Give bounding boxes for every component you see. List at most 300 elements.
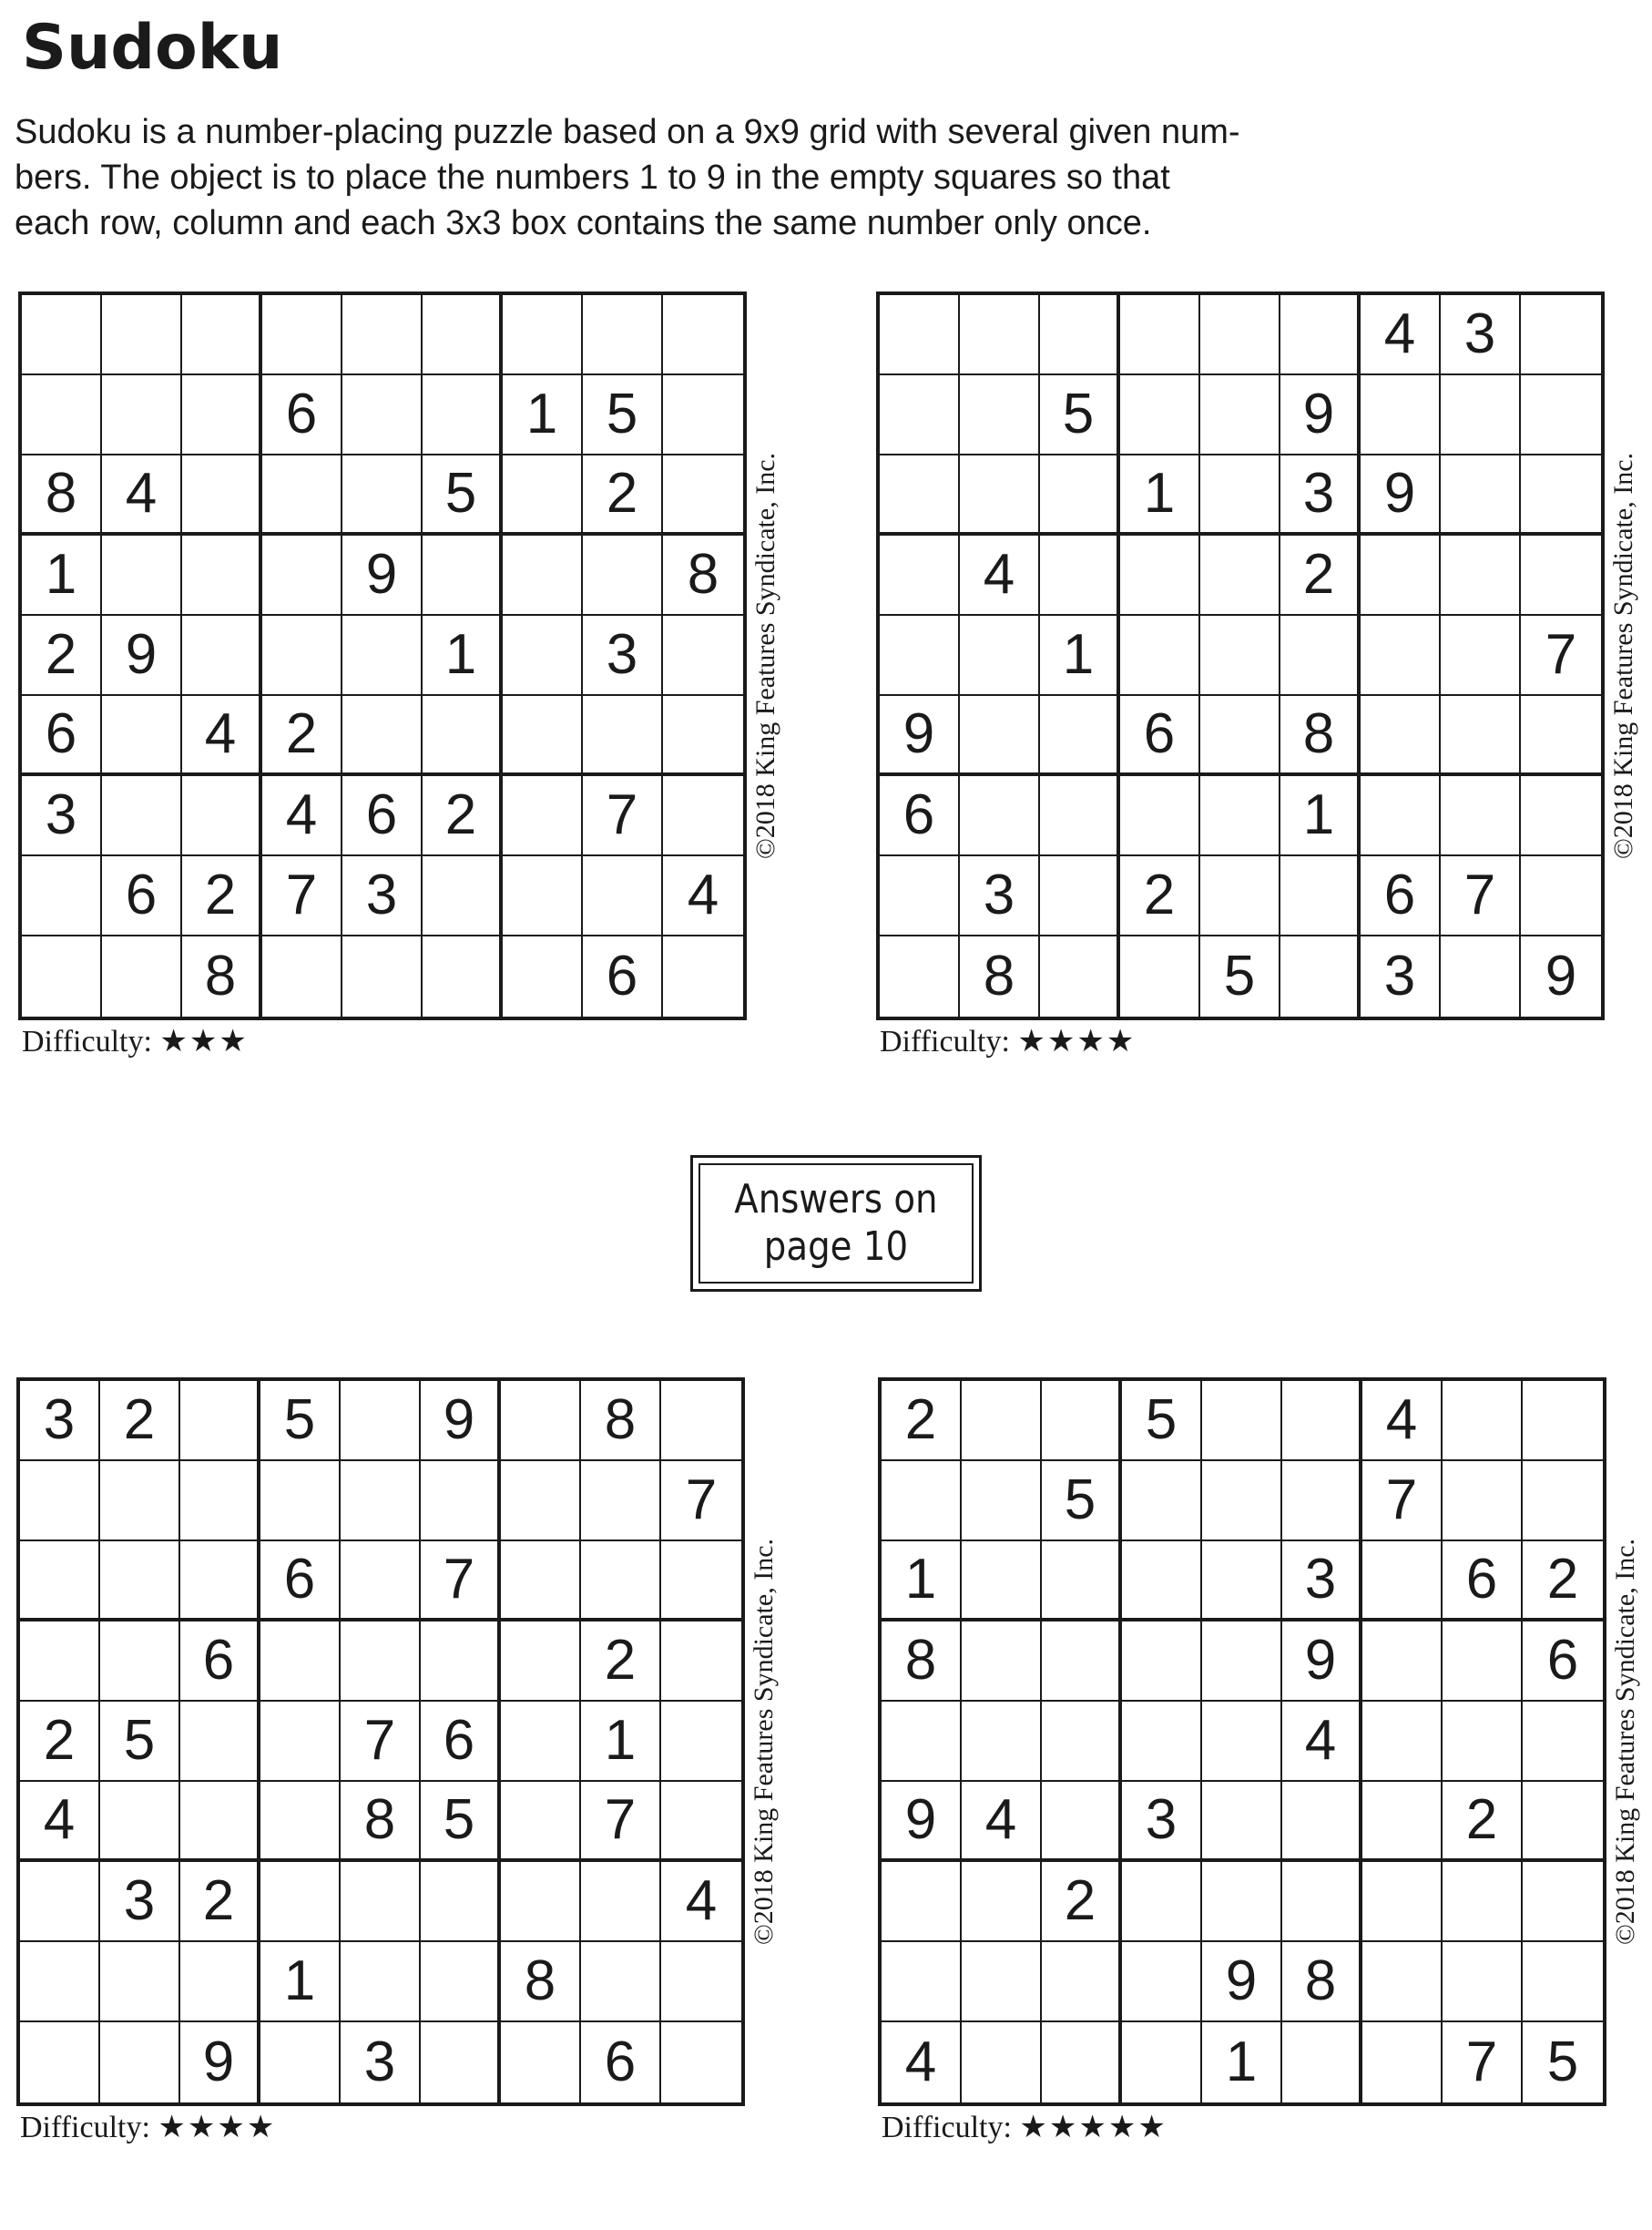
empty-cell[interactable] <box>581 1461 661 1541</box>
empty-cell[interactable] <box>20 1862 100 1942</box>
empty-cell[interactable] <box>1441 936 1521 1017</box>
empty-cell[interactable] <box>1523 1862 1603 1942</box>
given-number-cell[interactable]: 4 <box>661 1862 741 1942</box>
empty-cell[interactable] <box>1120 936 1200 1017</box>
empty-cell[interactable] <box>1361 776 1441 856</box>
empty-cell[interactable] <box>581 1862 661 1942</box>
empty-cell[interactable] <box>1362 2022 1443 2102</box>
empty-cell[interactable] <box>501 1862 581 1942</box>
empty-cell[interactable] <box>100 1541 180 1621</box>
empty-cell[interactable] <box>1040 776 1120 856</box>
empty-cell[interactable] <box>1040 295 1120 375</box>
empty-cell[interactable] <box>1122 1461 1202 1541</box>
empty-cell[interactable] <box>1280 295 1361 375</box>
empty-cell[interactable] <box>503 856 583 936</box>
empty-cell[interactable] <box>503 776 583 856</box>
empty-cell[interactable] <box>663 455 743 536</box>
given-number-cell[interactable]: 6 <box>22 696 102 776</box>
empty-cell[interactable] <box>661 1942 741 2022</box>
empty-cell[interactable] <box>1200 696 1280 776</box>
empty-cell[interactable] <box>1042 1782 1122 1862</box>
empty-cell[interactable] <box>262 536 342 616</box>
empty-cell[interactable] <box>1042 1381 1122 1461</box>
empty-cell[interactable] <box>102 295 182 375</box>
empty-cell[interactable] <box>342 295 423 375</box>
empty-cell[interactable] <box>1122 1541 1202 1621</box>
empty-cell[interactable] <box>581 1942 661 2022</box>
empty-cell[interactable] <box>1362 1942 1443 2022</box>
empty-cell[interactable] <box>100 2022 180 2102</box>
given-number-cell[interactable]: 2 <box>20 1702 100 1782</box>
empty-cell[interactable] <box>1282 2022 1362 2102</box>
empty-cell[interactable] <box>341 1621 421 1702</box>
empty-cell[interactable] <box>1202 1461 1282 1541</box>
empty-cell[interactable] <box>421 1942 501 2022</box>
given-number-cell[interactable]: 3 <box>1441 295 1521 375</box>
empty-cell[interactable] <box>583 536 663 616</box>
given-number-cell[interactable]: 7 <box>1441 856 1521 936</box>
given-number-cell[interactable]: 4 <box>1361 295 1441 375</box>
empty-cell[interactable] <box>262 616 342 696</box>
given-number-cell[interactable]: 5 <box>100 1702 180 1782</box>
given-number-cell[interactable]: 6 <box>1361 856 1441 936</box>
empty-cell[interactable] <box>100 1461 180 1541</box>
empty-cell[interactable] <box>663 936 743 1017</box>
empty-cell[interactable] <box>342 696 423 776</box>
empty-cell[interactable] <box>262 295 342 375</box>
empty-cell[interactable] <box>341 1862 421 1942</box>
empty-cell[interactable] <box>880 295 960 375</box>
empty-cell[interactable] <box>180 1782 260 1862</box>
empty-cell[interactable] <box>260 1862 341 1942</box>
empty-cell[interactable] <box>880 616 960 696</box>
empty-cell[interactable] <box>100 1621 180 1702</box>
empty-cell[interactable] <box>102 536 182 616</box>
given-number-cell[interactable]: 9 <box>1545 945 1577 1008</box>
empty-cell[interactable] <box>342 936 423 1017</box>
empty-cell[interactable] <box>421 1461 501 1541</box>
empty-cell[interactable] <box>503 696 583 776</box>
empty-cell[interactable] <box>1523 1461 1603 1541</box>
empty-cell[interactable] <box>960 375 1040 455</box>
given-number-cell[interactable]: 4 <box>102 455 182 536</box>
given-number-cell[interactable]: 4 <box>262 776 342 856</box>
given-number-cell[interactable]: 8 <box>960 936 1040 1017</box>
empty-cell[interactable] <box>1362 1541 1443 1621</box>
given-number-cell[interactable]: 6 <box>421 1702 501 1782</box>
empty-cell[interactable] <box>102 696 182 776</box>
given-number-cell[interactable]: 9 <box>102 616 182 696</box>
empty-cell[interactable] <box>962 1862 1042 1942</box>
empty-cell[interactable] <box>342 375 423 455</box>
empty-cell[interactable] <box>1040 936 1120 1017</box>
empty-cell[interactable] <box>1120 375 1200 455</box>
given-number-cell[interactable]: 8 <box>501 1942 581 2022</box>
empty-cell[interactable] <box>1521 776 1601 856</box>
given-number-cell[interactable]: 3 <box>1280 455 1361 536</box>
empty-cell[interactable] <box>1122 2022 1202 2102</box>
given-number-cell[interactable]: 7 <box>262 856 342 936</box>
given-number-cell[interactable]: 4 <box>882 2022 962 2102</box>
empty-cell[interactable] <box>1443 1702 1523 1782</box>
empty-cell[interactable] <box>1200 616 1280 696</box>
given-number-cell[interactable]: 8 <box>22 455 102 536</box>
empty-cell[interactable] <box>501 1621 581 1702</box>
empty-cell[interactable] <box>1200 536 1280 616</box>
given-number-cell[interactable]: 8 <box>882 1621 962 1702</box>
empty-cell[interactable] <box>180 1381 260 1461</box>
empty-cell[interactable] <box>1443 1381 1523 1461</box>
empty-cell[interactable] <box>962 1461 1042 1541</box>
empty-cell[interactable] <box>260 1782 341 1862</box>
empty-cell[interactable] <box>1362 1702 1443 1782</box>
given-number-cell[interactable]: 9 <box>1282 1621 1362 1702</box>
empty-cell[interactable] <box>880 536 960 616</box>
given-number-cell[interactable]: 9 <box>1280 375 1361 455</box>
empty-cell[interactable] <box>1521 295 1601 375</box>
given-number-cell[interactable]: 6 <box>581 2022 661 2102</box>
empty-cell[interactable] <box>880 455 960 536</box>
empty-cell[interactable] <box>20 1942 100 2022</box>
empty-cell[interactable] <box>341 1461 421 1541</box>
given-number-cell[interactable]: 4 <box>182 696 262 776</box>
empty-cell[interactable] <box>1122 1942 1202 2022</box>
empty-cell[interactable] <box>960 696 1040 776</box>
empty-cell[interactable] <box>501 1381 581 1461</box>
given-number-cell[interactable]: 9 <box>880 696 960 776</box>
empty-cell[interactable] <box>583 856 663 936</box>
given-number-cell[interactable]: 2 <box>1280 536 1361 616</box>
empty-cell[interactable] <box>1521 375 1601 455</box>
empty-cell[interactable] <box>20 1621 100 1702</box>
empty-cell[interactable] <box>1040 536 1120 616</box>
empty-cell[interactable] <box>661 2022 741 2102</box>
empty-cell[interactable] <box>663 776 743 856</box>
empty-cell[interactable] <box>100 1782 180 1862</box>
given-number-cell[interactable]: 8 <box>1282 1942 1362 2022</box>
empty-cell[interactable] <box>20 2022 100 2102</box>
given-number-cell[interactable]: 4 <box>1282 1702 1362 1782</box>
given-number-cell[interactable]: 4 <box>960 536 1040 616</box>
given-number-cell[interactable]: 2 <box>1042 1862 1122 1942</box>
empty-cell[interactable] <box>1443 1942 1523 2022</box>
empty-cell[interactable] <box>663 295 743 375</box>
given-number-cell[interactable]: 5 <box>1122 1381 1202 1461</box>
empty-cell[interactable] <box>663 375 743 455</box>
given-number-cell[interactable]: 1 <box>581 1702 661 1782</box>
empty-cell[interactable] <box>960 616 1040 696</box>
empty-cell[interactable] <box>182 295 262 375</box>
empty-cell[interactable] <box>661 1381 741 1461</box>
given-number-cell[interactable]: 7 <box>1521 616 1601 696</box>
given-number-cell[interactable]: 6 <box>102 856 182 936</box>
empty-cell[interactable] <box>180 1942 260 2022</box>
given-number-cell[interactable]: 1 <box>882 1541 962 1621</box>
empty-cell[interactable] <box>663 616 743 696</box>
empty-cell[interactable] <box>1523 1782 1603 1862</box>
given-number-cell[interactable]: 8 <box>1280 696 1361 776</box>
given-number-cell[interactable]: 1 <box>503 375 583 455</box>
given-number-cell[interactable]: 9 <box>342 536 423 616</box>
empty-cell[interactable] <box>1361 616 1441 696</box>
empty-cell[interactable] <box>22 375 102 455</box>
given-number-cell[interactable]: 4 <box>20 1782 100 1862</box>
empty-cell[interactable] <box>1443 1621 1523 1702</box>
given-number-cell[interactable]: 2 <box>262 696 342 776</box>
given-number-cell[interactable]: 6 <box>260 1541 341 1621</box>
empty-cell[interactable] <box>501 1461 581 1541</box>
empty-cell[interactable] <box>421 1862 501 1942</box>
empty-cell[interactable] <box>1441 536 1521 616</box>
empty-cell[interactable] <box>1361 536 1441 616</box>
empty-cell[interactable] <box>1120 536 1200 616</box>
empty-cell[interactable] <box>1122 1702 1202 1782</box>
given-number-cell[interactable]: 6 <box>583 936 663 1017</box>
given-number-cell[interactable]: 2 <box>423 776 503 856</box>
empty-cell[interactable] <box>1042 1541 1122 1621</box>
empty-cell[interactable] <box>423 856 503 936</box>
empty-cell[interactable] <box>423 696 503 776</box>
given-number-cell[interactable]: 8 <box>341 1782 421 1862</box>
given-number-cell[interactable]: 5 <box>1546 2031 1579 2093</box>
empty-cell[interactable] <box>501 1782 581 1862</box>
given-number-cell[interactable]: 3 <box>960 856 1040 936</box>
given-number-cell[interactable]: 6 <box>1523 1621 1603 1702</box>
empty-cell[interactable] <box>421 1621 501 1702</box>
empty-cell[interactable] <box>882 1862 962 1942</box>
empty-cell[interactable] <box>1443 1461 1523 1541</box>
empty-cell[interactable] <box>1361 375 1441 455</box>
empty-cell[interactable] <box>1362 1862 1443 1942</box>
empty-cell[interactable] <box>503 295 583 375</box>
given-number-cell[interactable]: 6 <box>1443 1541 1523 1621</box>
empty-cell[interactable] <box>182 776 262 856</box>
given-number-cell[interactable]: 2 <box>100 1381 180 1461</box>
given-number-cell[interactable]: 3 <box>1122 1782 1202 1862</box>
empty-cell[interactable] <box>503 455 583 536</box>
given-number-cell[interactable]: 5 <box>260 1381 341 1461</box>
given-number-cell[interactable]: 2 <box>182 856 262 936</box>
empty-cell[interactable] <box>882 1702 962 1782</box>
empty-cell[interactable] <box>1202 1862 1282 1942</box>
empty-cell[interactable] <box>1441 455 1521 536</box>
empty-cell[interactable] <box>882 1942 962 2022</box>
given-number-cell[interactable]: 2 <box>581 1621 661 1702</box>
empty-cell[interactable] <box>341 1942 421 2022</box>
empty-cell[interactable] <box>661 1782 741 1862</box>
empty-cell[interactable] <box>1441 776 1521 856</box>
given-number-cell[interactable]: 7 <box>421 1541 501 1621</box>
given-number-cell[interactable]: 1 <box>1280 776 1361 856</box>
given-number-cell[interactable]: 5 <box>583 375 663 455</box>
given-number-cell[interactable]: 9 <box>421 1381 501 1461</box>
empty-cell[interactable] <box>423 375 503 455</box>
empty-cell[interactable] <box>1200 375 1280 455</box>
given-number-cell[interactable]: 1 <box>423 616 503 696</box>
given-number-cell[interactable]: 2 <box>1443 1782 1523 1862</box>
empty-cell[interactable] <box>1521 536 1601 616</box>
given-number-cell[interactable]: 2 <box>180 1862 260 1942</box>
empty-cell[interactable] <box>262 936 342 1017</box>
given-number-cell[interactable]: 9 <box>1202 1942 1282 2022</box>
given-number-cell[interactable]: 1 <box>1040 616 1120 696</box>
empty-cell[interactable] <box>1282 1862 1362 1942</box>
empty-cell[interactable] <box>581 1541 661 1621</box>
empty-cell[interactable] <box>962 1381 1042 1461</box>
given-number-cell[interactable]: 1 <box>1120 455 1200 536</box>
empty-cell[interactable] <box>663 696 743 776</box>
given-number-cell[interactable]: 4 <box>663 856 743 936</box>
given-number-cell[interactable]: 7 <box>583 776 663 856</box>
empty-cell[interactable] <box>501 1702 581 1782</box>
empty-cell[interactable] <box>882 1461 962 1541</box>
empty-cell[interactable] <box>1521 455 1601 536</box>
given-number-cell[interactable]: 7 <box>661 1461 741 1541</box>
empty-cell[interactable] <box>1362 1621 1443 1702</box>
empty-cell[interactable] <box>180 1541 260 1621</box>
empty-cell[interactable] <box>962 1621 1042 1702</box>
empty-cell[interactable] <box>1200 776 1280 856</box>
given-number-cell[interactable]: 6 <box>180 1621 260 1702</box>
empty-cell[interactable] <box>1122 1621 1202 1702</box>
given-number-cell[interactable]: 3 <box>22 776 102 856</box>
empty-cell[interactable] <box>1441 616 1521 696</box>
given-number-cell[interactable]: 8 <box>663 536 743 616</box>
empty-cell[interactable] <box>260 1702 341 1782</box>
empty-cell[interactable] <box>661 1702 741 1782</box>
empty-cell[interactable] <box>501 2022 581 2102</box>
given-number-cell[interactable]: 8 <box>581 1381 661 1461</box>
given-number-cell[interactable]: 4 <box>962 1782 1042 1862</box>
empty-cell[interactable] <box>501 1541 581 1621</box>
empty-cell[interactable] <box>1040 696 1120 776</box>
empty-cell[interactable] <box>22 856 102 936</box>
given-number-cell[interactable]: 3 <box>583 616 663 696</box>
empty-cell[interactable] <box>503 936 583 1017</box>
given-number-cell[interactable]: 6 <box>262 375 342 455</box>
empty-cell[interactable] <box>1200 295 1280 375</box>
empty-cell[interactable] <box>1282 1461 1362 1541</box>
empty-cell[interactable] <box>583 295 663 375</box>
empty-cell[interactable] <box>1523 1702 1603 1782</box>
empty-cell[interactable] <box>962 2022 1042 2102</box>
empty-cell[interactable] <box>1521 696 1601 776</box>
given-number-cell[interactable]: 2 <box>583 455 663 536</box>
given-number-cell[interactable]: 3 <box>342 856 423 936</box>
empty-cell[interactable] <box>1042 1621 1122 1702</box>
empty-cell[interactable] <box>1280 856 1361 936</box>
empty-cell[interactable] <box>182 375 262 455</box>
given-number-cell[interactable]: 2 <box>1523 1541 1603 1621</box>
given-number-cell[interactable]: 2 <box>22 616 102 696</box>
given-number-cell[interactable]: 3 <box>341 2022 421 2102</box>
empty-cell[interactable] <box>423 295 503 375</box>
empty-cell[interactable] <box>260 1461 341 1541</box>
given-number-cell[interactable]: 7 <box>341 1702 421 1782</box>
empty-cell[interactable] <box>962 1702 1042 1782</box>
empty-cell[interactable] <box>1361 696 1441 776</box>
empty-cell[interactable] <box>1042 1942 1122 2022</box>
empty-cell[interactable] <box>1042 1702 1122 1782</box>
given-number-cell[interactable]: 6 <box>880 776 960 856</box>
empty-cell[interactable] <box>423 536 503 616</box>
empty-cell[interactable] <box>880 856 960 936</box>
given-number-cell[interactable]: 1 <box>22 536 102 616</box>
empty-cell[interactable] <box>1120 776 1200 856</box>
empty-cell[interactable] <box>1042 2022 1122 2102</box>
empty-cell[interactable] <box>962 1541 1042 1621</box>
empty-cell[interactable] <box>260 2022 341 2102</box>
given-number-cell[interactable]: 5 <box>423 455 503 536</box>
empty-cell[interactable] <box>503 616 583 696</box>
empty-cell[interactable] <box>1202 1782 1282 1862</box>
empty-cell[interactable] <box>960 776 1040 856</box>
given-number-cell[interactable]: 4 <box>1362 1381 1443 1461</box>
given-number-cell[interactable]: 3 <box>1282 1541 1362 1621</box>
empty-cell[interactable] <box>960 455 1040 536</box>
empty-cell[interactable] <box>1362 1782 1443 1862</box>
empty-cell[interactable] <box>503 536 583 616</box>
empty-cell[interactable] <box>1441 696 1521 776</box>
empty-cell[interactable] <box>342 616 423 696</box>
empty-cell[interactable] <box>880 936 960 1017</box>
empty-cell[interactable] <box>960 295 1040 375</box>
empty-cell[interactable] <box>102 375 182 455</box>
empty-cell[interactable] <box>583 696 663 776</box>
given-number-cell[interactable]: 5 <box>1040 375 1120 455</box>
empty-cell[interactable] <box>1202 1621 1282 1702</box>
empty-cell[interactable] <box>1202 1381 1282 1461</box>
given-number-cell[interactable]: 5 <box>421 1782 501 1862</box>
given-number-cell[interactable]: 9 <box>180 2022 260 2102</box>
given-number-cell[interactable]: 7 <box>1362 1461 1443 1541</box>
given-number-cell[interactable]: 2 <box>882 1381 962 1461</box>
empty-cell[interactable] <box>182 536 262 616</box>
given-number-cell[interactable]: 2 <box>1120 856 1200 936</box>
empty-cell[interactable] <box>421 2022 501 2102</box>
empty-cell[interactable] <box>22 936 102 1017</box>
empty-cell[interactable] <box>100 1942 180 2022</box>
empty-cell[interactable] <box>1443 1862 1523 1942</box>
given-number-cell[interactable]: 8 <box>182 936 262 1017</box>
empty-cell[interactable] <box>20 1541 100 1621</box>
empty-cell[interactable] <box>1200 856 1280 936</box>
empty-cell[interactable] <box>423 936 503 1017</box>
empty-cell[interactable] <box>1120 295 1200 375</box>
given-number-cell[interactable]: 5 <box>1042 1461 1122 1541</box>
empty-cell[interactable] <box>342 455 423 536</box>
empty-cell[interactable] <box>1282 1782 1362 1862</box>
empty-cell[interactable] <box>1280 616 1361 696</box>
empty-cell[interactable] <box>1200 455 1280 536</box>
given-number-cell[interactable]: 6 <box>342 776 423 856</box>
empty-cell[interactable] <box>180 1702 260 1782</box>
empty-cell[interactable] <box>20 1461 100 1541</box>
given-number-cell[interactable]: 7 <box>581 1782 661 1862</box>
given-number-cell[interactable]: 1 <box>260 1942 341 2022</box>
empty-cell[interactable] <box>1441 375 1521 455</box>
empty-cell[interactable] <box>262 455 342 536</box>
empty-cell[interactable] <box>1282 1381 1362 1461</box>
empty-cell[interactable] <box>1202 1702 1282 1782</box>
empty-cell[interactable] <box>102 776 182 856</box>
given-number-cell[interactable]: 5 <box>1200 936 1280 1017</box>
empty-cell[interactable] <box>880 375 960 455</box>
empty-cell[interactable] <box>661 1541 741 1621</box>
empty-cell[interactable] <box>1523 1942 1603 2022</box>
empty-cell[interactable] <box>182 455 262 536</box>
given-number-cell[interactable]: 3 <box>1361 936 1441 1017</box>
